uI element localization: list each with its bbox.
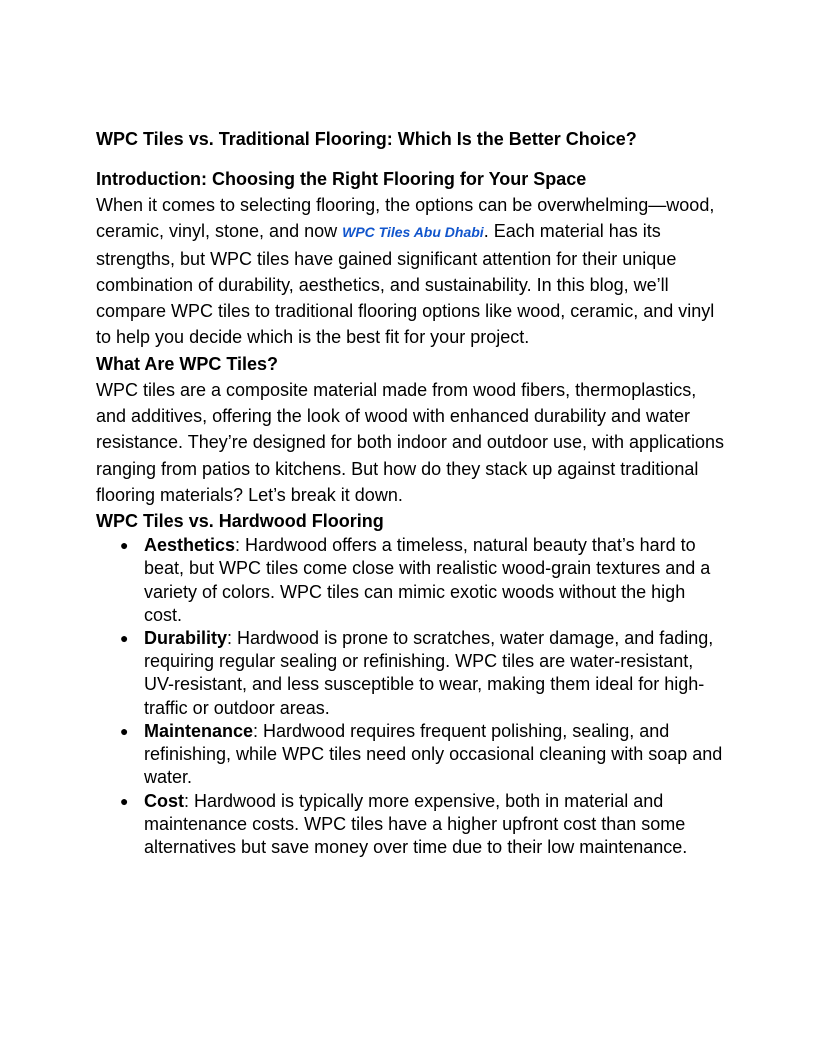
list-item-text: : Hardwood is prone to scratches, water damage, and fading, requiring regular sealing or refinishing. WPC tiles are water-resistant, UV-resistant, and less susceptible to wear, making them ideal for high-traffic or outdoor areas.	[144, 628, 714, 718]
intro-text-after-link: . Each material has its strengths, but WPC tiles have gained significant attention for their unique combination of durability, aesthetics, and sustainability. In this blog, we’ll compare WPC tiles to traditional flooring options like wood, ceramic, and vinyl to help you decide which is the best fit for your project.	[96, 221, 715, 348]
list-item	[120, 627, 728, 720]
list-item-term: Cost	[144, 790, 184, 811]
hardwood-heading: WPC Tiles vs. Hardwood Flooring	[96, 511, 384, 532]
intro-heading: Introduction: Choosing the Right Flooring for Your Space	[96, 169, 587, 189]
what-are-heading: What Are WPC Tiles?	[96, 353, 279, 374]
list-item-term: Durability	[144, 628, 228, 649]
bullet-icon: ●	[120, 792, 129, 809]
list-item	[120, 790, 728, 860]
wpc-tiles-link[interactable]: WPC Tiles Abu Dhabi	[342, 224, 484, 241]
intro-text-before-link: When it comes to selecting flooring, the options can be overwhelming—wood, ceramic, vinyl, stone, and now	[96, 195, 715, 242]
list-item-text: : Hardwood offers a timeless, natural beauty that’s hard to beat, but WPC tiles come close with realistic wood-grain textures and a variety of colors. WPC tiles can mimic exotic woods without the high cost.	[144, 535, 711, 625]
list-item-text: : Hardwood requires frequent polishing, sealing, and refinishing, while WPC tiles need only occasional cleaning with soap and water.	[144, 720, 723, 788]
bullet-icon: ●	[120, 537, 129, 554]
document-title: WPC Tiles vs. Traditional Flooring: Which Is the Better Choice?	[96, 129, 637, 149]
list-item	[120, 720, 728, 790]
document-page	[96, 126, 728, 859]
list-item	[120, 534, 728, 627]
bullet-icon: ●	[120, 722, 129, 739]
list-item-text: : Hardwood is typically more expensive, both in material and maintenance costs. WPC tiles have a higher upfront cost than some alternatives but save money over time due to their low maintenance.	[144, 790, 688, 857]
list-item-term: Maintenance	[144, 720, 254, 741]
intro-paragraph	[96, 192, 728, 351]
hardwood-comparison-list	[96, 534, 728, 859]
list-item-term: Aesthetics	[144, 535, 236, 556]
what-are-paragraph: WPC tiles are a composite material made from wood fibers, thermoplastics, and additives, offering the look of wood with enhanced durability and water resistance. They’re designed for both indoor and outdoor use, with applications ranging from patios to kitchens. But how do they stack up against traditional flooring materials? Let’s break it down.	[96, 379, 725, 505]
bullet-icon: ●	[120, 630, 129, 647]
